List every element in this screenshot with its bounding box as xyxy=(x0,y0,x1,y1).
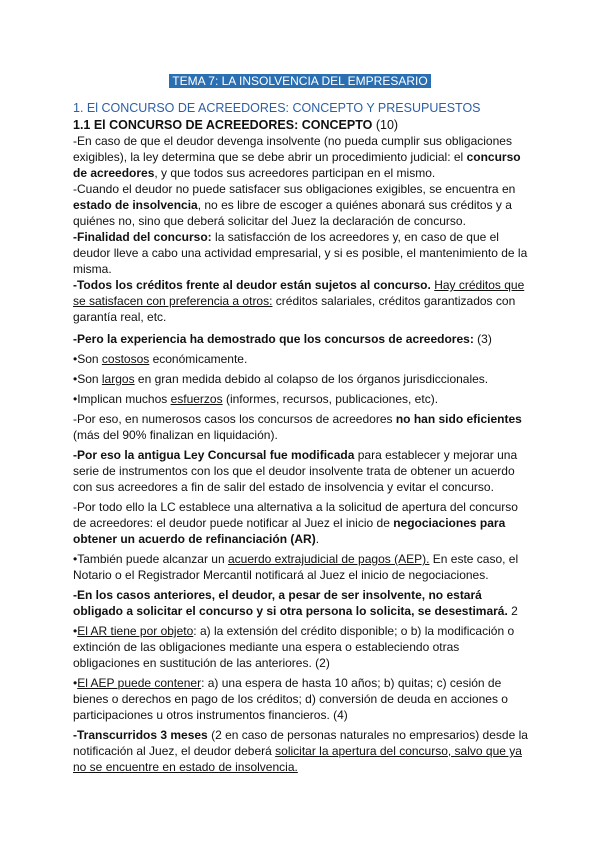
p15-text-c: : a) una espera de hasta 10 años; b) quitas; c) cesión de bienes o derechos en pago de los créditos; d) conversión de deuda en acciones o participaciones u otros instrumentos financieros. (4) xyxy=(73,676,508,722)
paragraph-creditos xyxy=(73,277,529,325)
paragraph-finalidad xyxy=(73,229,529,277)
p12-text-c: En este caso, el Notario o el Registrador Mercantil notificará al Juez el inicio de negociaciones. xyxy=(73,552,519,582)
p15-underline: El AEP puede contener xyxy=(77,676,202,690)
p6-text-c: económicamente. xyxy=(149,352,248,366)
p9-text-c: (más del 90% finalizan en liquidación). xyxy=(73,428,278,442)
p4-underline: Hay créditos que se satisfacen con preferencia a otros: xyxy=(73,278,525,308)
paragraph-aep xyxy=(73,551,529,583)
p6-text-a: •Son xyxy=(73,352,102,366)
p3-text-b: la satisfacción de los acreedores y, en caso de que el deudor lleve a cabo una actividad empresarial, y si es posible, el mantenimiento de la misma. xyxy=(73,230,528,276)
p13-bold: -En los casos anteriores, el deudor, a pesar de ser insolvente, no estará obligado a solicitar el concurso y si otra persona lo solicita, se desestimará. xyxy=(73,588,508,618)
p6-underline: costosos xyxy=(101,352,150,366)
paragraph-experiencia xyxy=(73,331,529,347)
paragraph-concurso-definition xyxy=(73,133,529,181)
p12-text-a: •También puede alcanzar un xyxy=(73,552,228,566)
p5-bold: -Pero la experiencia ha demostrado que los concursos de acreedores: xyxy=(73,332,474,346)
p16-text-b: (2 en caso de personas naturales no empresarios) desde la notificación al Juez, el deudor deberá xyxy=(73,728,528,758)
p2-text-a: -Cuando el deudor no puede satisfacer sus obligaciones exigibles, se encuentra en xyxy=(73,182,516,196)
p16-bold: -Transcurridos 3 meses xyxy=(73,728,208,742)
bullet-costosos xyxy=(73,351,529,367)
sub-heading xyxy=(73,117,529,133)
paragraph-tres-meses xyxy=(73,727,529,775)
p8-text-a: •Implican muchos xyxy=(73,392,171,406)
bullet-largos xyxy=(73,371,529,387)
p14-underline: El AR tiene por objeto xyxy=(77,624,194,638)
p7-text-c: en gran medida debido al colapso de los órganos jurisdiccionales. xyxy=(134,372,489,386)
p3-bold: -Finalidad del concurso: xyxy=(73,230,212,244)
paragraph-refinanciacion xyxy=(73,499,529,547)
section-heading: 1. El CONCURSO DE ACREEDORES: CONCEPTO Y PRESUPUESTOS xyxy=(73,101,481,115)
p2-text-c: , no es libre de escoger a quiénes abonará sus créditos y a quiénes no, sino que deberá solicitar del Juez la declaración de concurso. xyxy=(73,198,512,228)
p4-text-d: créditos salariales, créditos garantizados con garantía real, etc. xyxy=(73,294,516,324)
p1-bold: concurso de acreedores xyxy=(73,150,521,180)
p13-count: 2 xyxy=(507,604,518,618)
p2-bold: estado de insolvencia xyxy=(73,198,198,212)
p9-text-a: -Por eso, en numerosos casos los concursos de acreedores xyxy=(73,412,396,426)
p4-bold: -Todos los créditos frente al deudor están sujetos al concurso. xyxy=(73,278,431,292)
p11-text-c: . xyxy=(315,532,320,546)
p8-text-c: (informes, recursos, publicaciones, etc). xyxy=(222,392,439,406)
p9-bold: no han sido eficientes xyxy=(395,412,522,426)
p1-text-a: -En caso de que el deudor devenga insolvente (no pueda cumplir sus obligaciones exigibles), la ley determina que se debe abrir un procedimiento judicial: el xyxy=(73,134,512,164)
paragraph-ar-objeto xyxy=(73,623,529,671)
p7-underline: largos xyxy=(101,372,135,386)
p8-underline: esfuerzos xyxy=(170,392,223,406)
paragraph-no-eficientes xyxy=(73,411,529,443)
p5-count: (3) xyxy=(473,332,492,346)
p12-underline: acuerdo extrajudicial de pagos (AEP). xyxy=(227,552,430,566)
paragraph-aep-contenido xyxy=(73,675,529,723)
p14-bullet: • xyxy=(73,624,78,638)
paragraph-estado-insolvencia xyxy=(73,181,529,229)
paragraph-casos-anteriores xyxy=(73,587,529,619)
p10-text-b: para establecer y mejorar una serie de instrumentos con los que el deudor insolvente trata de obtener un acuerdo con sus acreedores a fin de salir del estado de insolvencia y evitar el concurso. xyxy=(73,448,518,494)
document-body xyxy=(73,100,529,779)
p7-text-a: •Son xyxy=(73,372,102,386)
p11-bold: negociaciones para obtener un acuerdo de refinanciación (AR) xyxy=(73,516,506,546)
p14-text-c: : a) la extensión del crédito disponible; o b) la modificación o extinción de las obligaciones mediante una espera o estableciendo otras obligaciones en sustitución de las anteriores. (2) xyxy=(73,624,515,670)
title-wrapper xyxy=(0,72,600,90)
sub-heading-count: (10) xyxy=(372,118,399,132)
p1-text-c: , y que todos sus acreedores participan en el mismo. xyxy=(154,166,436,180)
paragraph-ley-concursal xyxy=(73,447,529,495)
sub-heading-text: 1.1 El CONCURSO DE ACREEDORES: CONCEPTO xyxy=(73,118,373,132)
document-title: TEMA 7: LA INSOLVENCIA DEL EMPRESARIO xyxy=(169,74,430,88)
p11-text-a: -Por todo ello la LC establece una alternativa a la solicitud de apertura del concurso de acreedores: el deudor puede notificar al Juez el inicio de xyxy=(73,500,518,530)
p10-bold: -Por eso la antigua Ley Concursal fue modificada xyxy=(73,448,355,462)
bullet-esfuerzos xyxy=(73,391,529,407)
p16-underline: solicitar la apertura del concurso, salvo que ya no se encuentre en estado de insolvencia. xyxy=(73,744,522,774)
p15-bullet: • xyxy=(73,676,78,690)
